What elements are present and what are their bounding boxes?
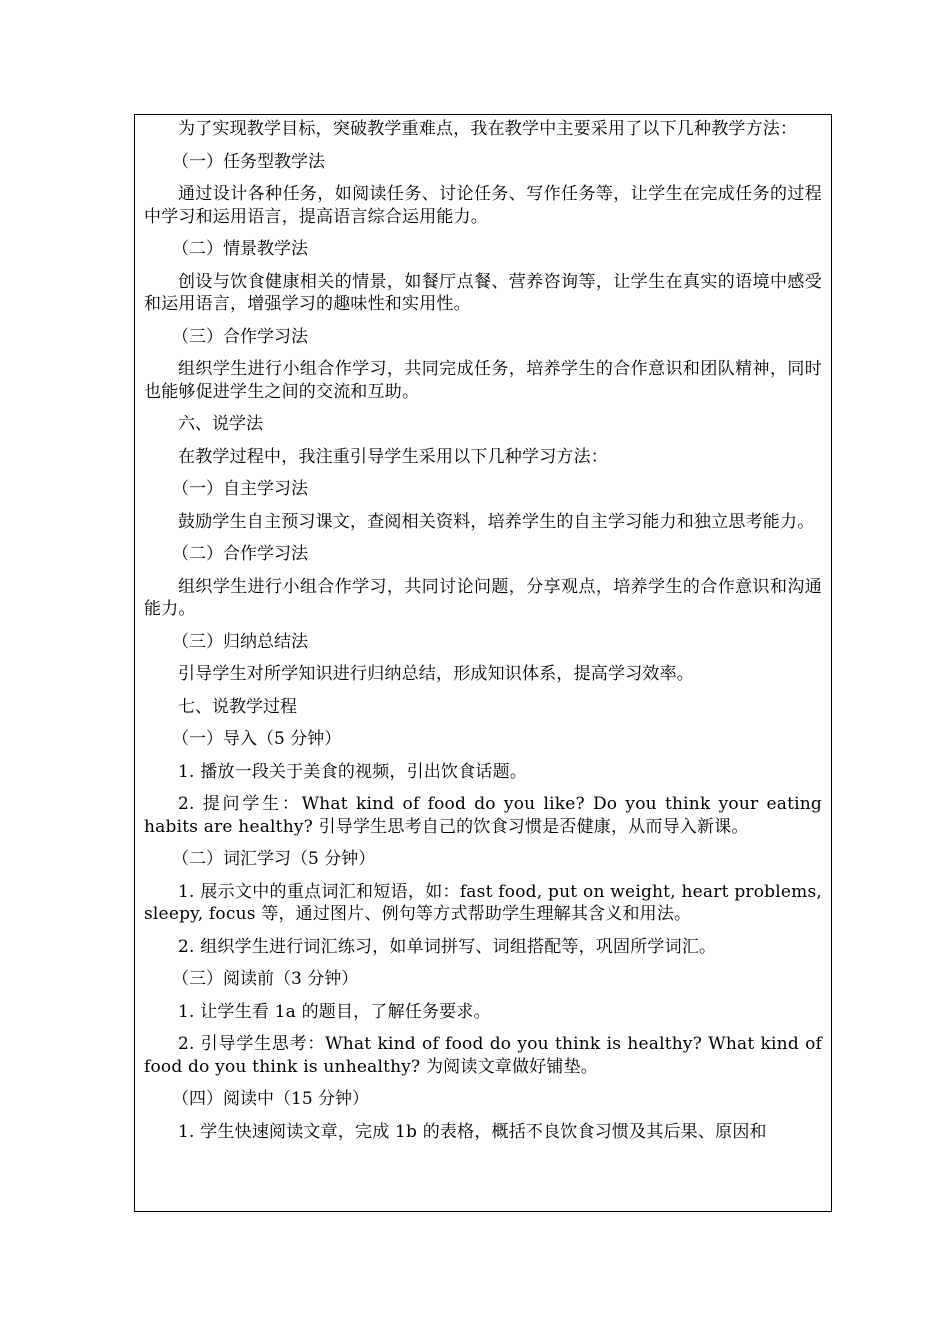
heading-summary-method: （三）归纳总结法: [172, 631, 308, 652]
heading-section-seven: 七、说教学过程: [178, 696, 297, 717]
heading-section-six: 六、说学法: [178, 414, 263, 434]
paragraph-pre-reading-2: 2. 引导学生思考：What kind of food do you think is healthy? What kind of food do you think is unhealthy? 为阅读文章做好铺垫。: [144, 1034, 822, 1077]
paragraph-task-based: 通过设计各种任务，如阅读任务、讨论任务、写作任务等，让学生在完成任务的过程中学习和运用语言，提高语言综合运用能力。: [144, 184, 822, 227]
paragraph-cooperative-learning: 组织学生进行小组合作学习，共同讨论问题，分享观点，培养学生的合作意识和沟通能力。: [144, 576, 822, 619]
heading-cooperative-learning: （二）合作学习法: [172, 544, 308, 564]
paragraph-study-methods-intro: 在教学过程中，我注重引导学生采用以下几种学习方法：: [178, 446, 608, 467]
heading-vocabulary: （二）词汇学习（5 分钟）: [172, 849, 376, 869]
heading-task-based-method: （一）任务型教学法: [172, 151, 325, 172]
document-table-cell: [134, 114, 832, 1212]
document-body: [144, 118, 822, 1153]
paragraph-vocabulary-2: 2. 组织学生进行词汇练习，如单词拼写、词组搭配等，巩固所学词汇。: [178, 936, 717, 957]
paragraph-methods-intro: 为了实现教学目标，突破教学重难点，我在教学中主要采用了以下几种教学方法：: [178, 119, 798, 139]
paragraph-autonomous-learning: 鼓励学生自主预习课文，查阅相关资料，培养学生的自主学习能力和独立思考能力。: [178, 511, 815, 532]
heading-autonomous-learning: （一）自主学习法: [172, 479, 308, 499]
paragraph-while-reading-1: 1. 学生快速阅读文章，完成 1b 的表格，概括不良饮食习惯及其后果、原因和: [178, 1121, 767, 1142]
paragraph-situational: 创设与饮食健康相关的情景，如餐厅点餐、营养咨询等，让学生在真实的语境中感受和运用语言，增强学习的趣味性和实用性。: [144, 271, 822, 314]
paragraph-cooperative: 组织学生进行小组合作学习，共同完成任务，培养学生的合作意识和团队精神，同时也能够促进学生之间的交流和互助。: [144, 359, 822, 402]
paragraph-pre-reading-1: 1. 让学生看 1a 的题目，了解任务要求。: [178, 1001, 491, 1022]
paragraph-summary-method: 引导学生对所学知识进行归纳总结，形成知识体系，提高学习效率。: [178, 664, 694, 684]
heading-situational-method: （二）情景教学法: [172, 239, 308, 259]
paragraph-lead-in-1: 1. 播放一段关于美食的视频，引出饮食话题。: [178, 761, 528, 782]
heading-pre-reading: （三）阅读前（3 分钟）: [172, 969, 359, 989]
heading-while-reading: （四）阅读中（15 分钟）: [172, 1089, 370, 1109]
heading-cooperative-method: （三）合作学习法: [172, 326, 308, 347]
paragraph-lead-in-2: 2. 提问学生：What kind of food do you like? Do you think your eating habits are healthy? 引导学生思考自己的饮食习惯是否健康，从而导入新课。: [144, 794, 822, 837]
paragraph-vocabulary-1: 1. 展示文中的重点词汇和短语，如：fast food, put on weight, heart problems, sleepy, focus 等，通过图片、例句等方式帮助学生理解其含义和用法。: [144, 881, 822, 924]
heading-lead-in: （一）导入（5 分钟）: [172, 729, 342, 749]
